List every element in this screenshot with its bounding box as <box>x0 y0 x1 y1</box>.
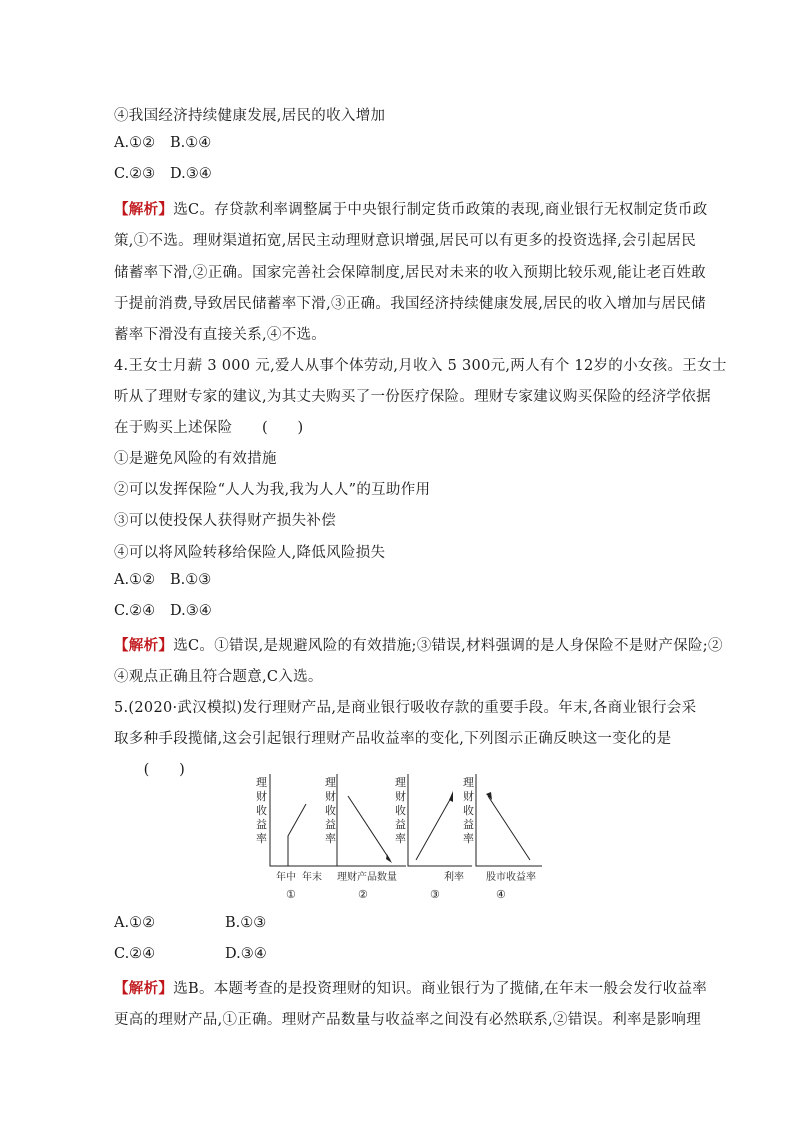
q3-analysis-line-3: 储蓄率下滑,②正确。国家完善社会保障制度,居民对未来的收入预期比较乐观,能让老百姓敢 <box>114 265 706 281</box>
panel1-ylabel-2: 财 <box>256 790 267 803</box>
q3-analysis-tag: 【解析】 <box>114 201 174 218</box>
q3-option-a: A.①② <box>114 135 156 151</box>
q4-stem-line-1: 4.王女士月薪 3 000 元,爱人从事个体劳动,月收入 5 300元,两人有个 12岁的小女孩。王女士 <box>114 358 727 374</box>
q3-option-b: B.①④ <box>170 135 212 151</box>
q4-analysis-line-2: ④观点正确且符合题意,C入选。 <box>114 669 323 685</box>
panel4-arrow <box>486 792 492 800</box>
q3-option-c: C.②③ <box>114 166 156 182</box>
panel1-xlabel-end: 年末 <box>302 872 322 883</box>
q5-figure <box>240 768 560 904</box>
q5-analysis-line-1 <box>114 977 707 998</box>
q5-figure-svg <box>240 768 560 904</box>
q4-stem-line-3: 在于购买上述保险 ( ) <box>114 420 304 436</box>
q4-option-b: B.①③ <box>170 572 212 588</box>
q3-option-d: D.③④ <box>170 166 212 182</box>
panel4-line <box>488 796 530 860</box>
panel1-ylabel-5: 率 <box>256 832 267 845</box>
panel3-ylabel-4: 益 <box>395 818 406 831</box>
panel2-xlabel: 理财产品数量 <box>337 872 397 883</box>
panel3-ylabel-2: 财 <box>395 790 406 803</box>
q3-analysis-line-1 <box>114 198 708 219</box>
panel2-ylabel-2: 财 <box>325 790 336 803</box>
q4-option-d: D.③④ <box>170 603 212 619</box>
panel2-number: ② <box>358 888 368 901</box>
q3-analysis-line-4: 于提前消费,导致居民储蓄率下滑,③正确。我国经济持续健康发展,居民的收入增加与居民储 <box>114 296 706 312</box>
panel2-arrow <box>386 854 392 863</box>
q4-option-a: A.①② <box>114 572 156 588</box>
q5-stem-line-1: 5.(2020·武汉模拟)发行理财产品,是商业银行吸收存款的重要手段。年末,各商业银行会采 <box>114 700 697 716</box>
panel2-ylabel-4: 益 <box>325 818 336 831</box>
q4-analysis-line-1 <box>114 634 723 655</box>
panel2-ylabel-5: 率 <box>325 832 336 845</box>
panel3-xlabel: 利率 <box>444 872 464 883</box>
q4-analysis-tag: 【解析】 <box>114 637 174 654</box>
panel3-number: ③ <box>430 888 440 901</box>
panel1-ylabel-3: 收 <box>256 804 267 817</box>
panel4-ylabel-2: 财 <box>463 790 474 803</box>
panel4-ylabel-5: 率 <box>463 832 474 845</box>
panel1-curve <box>288 804 306 866</box>
panel3-line <box>416 796 452 860</box>
panel3-ylabel-5: 率 <box>395 832 406 845</box>
q5-stem-line-3: ( ) <box>114 762 186 778</box>
panel4-ylabel-4: 益 <box>463 818 474 831</box>
q4-analysis-text: 选C。①错误,是规避风险的有效措施;③错误,材料强调的是人身保险不是财产保险;② <box>173 638 723 654</box>
panel1-ylabel-4: 益 <box>256 818 267 831</box>
q3-analysis-line-5: 蓄率下滑没有直接关系,④不选。 <box>114 327 327 343</box>
q5-stem-line-2: 取多种手段揽储,这会引起银行理财产品收益率的变化,下列图示正确反映这一变化的是 <box>114 731 672 747</box>
panel3-ylabel-1: 理 <box>395 776 406 789</box>
q5-option-a: A.①② <box>114 915 156 931</box>
q4-item-2: ②可以发挥保险“人人为我,我为人人”的互助作用 <box>114 482 431 498</box>
panel2-line <box>348 796 390 860</box>
q4-option-c: C.②④ <box>114 603 156 619</box>
q5-analysis-line-2: 更高的理财产品,①正确。理财产品数量与收益率之间没有必然联系,②错误。利率是影响理 <box>114 1012 702 1028</box>
panel4-axes <box>476 774 542 866</box>
q4-item-4: ④可以将风险转移给保险人,降低风险损失 <box>114 545 386 561</box>
panel3-ylabel-3: 收 <box>395 804 406 817</box>
q5-option-b: B.①③ <box>225 915 267 931</box>
panel2-ylabel-3: 收 <box>325 804 336 817</box>
q4-item-3: ③可以使投保人获得财产损失补偿 <box>114 513 336 529</box>
q5-option-d: D.③④ <box>225 946 267 962</box>
panel1-number: ① <box>286 888 296 901</box>
q3-analysis-text: 选C。存贷款利率调整属于中央银行制定货币政策的表现,商业银行无权制定货币政 <box>173 202 708 218</box>
q5-option-c: C.②④ <box>114 946 156 962</box>
panel4-xlabel: 股市收益率 <box>486 872 536 883</box>
q4-stem-line-2: 听从了理财专家的建议,为其丈夫购买了一份医疗保险。理财专家建议购买保险的经济学依据 <box>114 389 711 405</box>
panel2-ylabel-1: 理 <box>325 776 336 789</box>
panel1-ylabel-1: 理 <box>256 776 267 789</box>
q4-item-1: ①是避免风险的有效措施 <box>114 451 277 467</box>
panel1-xlabel-mid: 年中 <box>276 872 296 883</box>
panel4-ylabel-3: 收 <box>463 804 474 817</box>
q3-item-4: ④我国经济持续健康发展,居民的收入增加 <box>114 108 386 124</box>
q3-analysis-line-2: 策,①不选。理财渠道拓宽,居民主动理财意识增强,居民可以有更多的投资选择,会引起居民 <box>114 233 697 249</box>
q5-analysis-text: 选B。本题考查的是投资理财的知识。商业银行为了揽储,在年末一般会发行收益率 <box>173 981 708 997</box>
panel4-ylabel-1: 理 <box>463 776 474 789</box>
q5-analysis-tag: 【解析】 <box>114 980 174 997</box>
panel4-number: ④ <box>496 888 506 901</box>
